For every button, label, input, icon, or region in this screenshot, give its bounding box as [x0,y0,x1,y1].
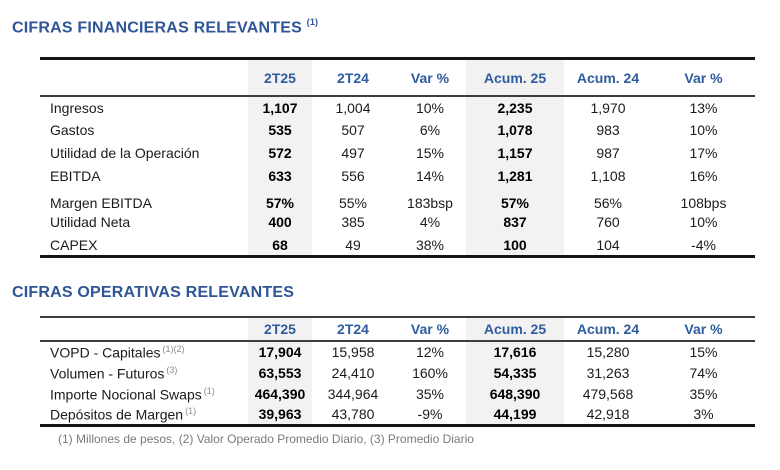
table-row-depositos-de-margen [40,404,755,425]
table-cell: 1,108 [590,168,626,185]
row-label: EBITDA [50,168,101,185]
table-cell: 14% [415,168,445,185]
operative-header-blank [40,317,248,341]
table-cell: 31,263 [586,364,630,381]
operative-header-var: Var % [410,321,450,338]
table-row-ingresos [40,96,755,119]
row-label: VOPD - Capitales $^{(1)(2)}$ [50,344,185,361]
row-label: Utilidad Neta [50,214,131,231]
table-cell: 43,780 [331,406,375,423]
table-cell: 16% [689,168,718,185]
table-cell: 55% [338,194,368,211]
table-cell: 17,904 [248,341,312,362]
row-footnote-ref: (1)(2) [162,344,185,354]
row-label: Depósitos de Margen $^{(1)}$ [50,405,197,423]
table-cell: 983 [596,122,620,139]
table-cell: 507 [341,122,365,139]
table-cell: 68 [248,234,312,257]
table-cell: 35% [689,385,718,402]
table-cell: 10% [689,122,718,139]
row-label: Gastos [50,122,95,139]
table-cell: 15% [689,344,718,361]
row-footnote-ref: (1) [185,405,197,416]
financial-header-2t25: 2T25 [248,59,312,96]
operative-table-header-row [40,317,755,341]
table-cell: 54,335 [466,362,564,383]
table-cell: 24,410 [331,364,375,381]
operative-header-acum24: Acum. 24 [576,321,640,338]
table-cell: 160% [412,364,448,381]
table-cell: 760 [596,214,620,231]
table-cell: 344,964 [327,385,379,402]
table-row-vopd-capitales [40,341,755,362]
table-cell: -4% [691,236,716,253]
table-row-importe-nocional-swaps [40,383,755,404]
operative-header-2t25: 2T25 [248,317,312,341]
financial-header-acum24: Acum. 24 [576,69,640,86]
financial-table-header-row [40,59,755,96]
table-cell: 479,568 [582,385,634,402]
table-cell: 57% [466,188,564,211]
row-footnote-ref: (1) [203,385,215,396]
financial-section-title [12,18,780,37]
row-label: CAPEX [50,236,98,253]
table-cell: 57% [248,188,312,211]
table-cell: 15,280 [586,344,630,361]
table-cell: 104 [596,236,620,253]
table-row-utilidad-neta [40,211,755,234]
table-cell: 63,553 [248,362,312,383]
financial-table [40,57,755,258]
table-row-gastos [40,119,755,142]
table-cell: 108bps [680,194,727,211]
table-cell: 1,078 [466,119,564,142]
table-row-capex [40,234,755,257]
financial-header-var2: Var % [684,69,723,86]
table-cell: 183bsp [407,194,453,211]
table-cell: 633 [248,165,312,188]
table-cell: 4% [419,214,441,231]
table-cell: 556 [341,168,365,185]
row-footnote-ref: (3) [166,364,178,375]
table-cell: 1,281 [466,165,564,188]
table-row-volumen-futuros [40,362,755,383]
table-cell: 400 [248,211,312,234]
financial-section-title-text: CIFRAS FINANCIERAS RELEVANTES [12,19,302,37]
table-cell: 49 [345,236,361,253]
operative-header-acum25: Acum. 25 [466,317,564,341]
table-cell: 464,390 [248,383,312,404]
operative-section-title-text: CIFRAS OPERATIVAS RELEVANTES [12,284,295,302]
table-cell: 2,235 [466,96,564,119]
table-cell: 10% [689,214,718,231]
table-cell: 385 [341,214,365,231]
footnote: (1) Millones de pesos, (2) Valor Operado Promedio Diario, (3) Promedio Diario [58,431,474,446]
table-cell: 13% [689,99,718,116]
table-cell: 987 [596,145,620,162]
financial-section-title-footnote-ref: (1) [306,17,319,27]
table-cell: 1,004 [335,99,371,116]
table-cell: 44,199 [466,404,564,425]
table-cell: 56% [593,194,623,211]
table-cell: 38% [415,236,445,253]
table-cell: 17% [689,145,718,162]
table-row-ebitda [40,165,755,188]
table-cell: 535 [248,119,312,142]
row-label: Volumen - Futuros $^{(3)}$ [50,364,178,382]
table-cell: 572 [248,142,312,165]
table-cell: 497 [341,145,365,162]
table-cell: 74% [689,364,718,381]
table-cell: 100 [466,234,564,257]
table-cell: 1,970 [590,99,626,116]
table-cell: 17,616 [466,341,564,362]
table-cell: 648,390 [466,383,564,404]
financial-header-var: Var % [410,69,450,86]
table-row-utilidad-operacion [40,142,755,165]
row-label: Margen EBITDA [50,194,152,211]
row-label: Utilidad de la Operación [50,145,200,162]
table-cell: 35% [415,385,445,402]
table-cell: 10% [415,99,445,116]
table-cell: 1,107 [248,96,312,119]
operative-table [40,316,755,427]
financial-header-acum25: Acum. 25 [466,59,564,96]
financial-header-blank [40,59,248,96]
table-cell: 12% [415,344,445,361]
table-cell: 39,963 [248,404,312,425]
table-cell: 15,958 [331,344,375,361]
table-cell: 837 [466,211,564,234]
table-cell: 3% [693,406,714,423]
operative-header-2t24: 2T24 [337,321,369,338]
row-label: Importe Nocional Swaps $^{(1)}$ [50,385,215,403]
table-cell: -9% [417,406,443,423]
table-cell: 42,918 [586,406,630,423]
operative-header-var2: Var % [684,321,723,338]
row-label: Ingresos [50,99,104,116]
operative-section-title [12,284,780,302]
table-row-margen-ebitda [40,188,755,211]
table-cell: 1,157 [466,142,564,165]
table-cell: 6% [419,122,441,139]
table-cell: 15% [415,145,445,162]
financial-header-2t24: 2T24 [337,69,369,86]
